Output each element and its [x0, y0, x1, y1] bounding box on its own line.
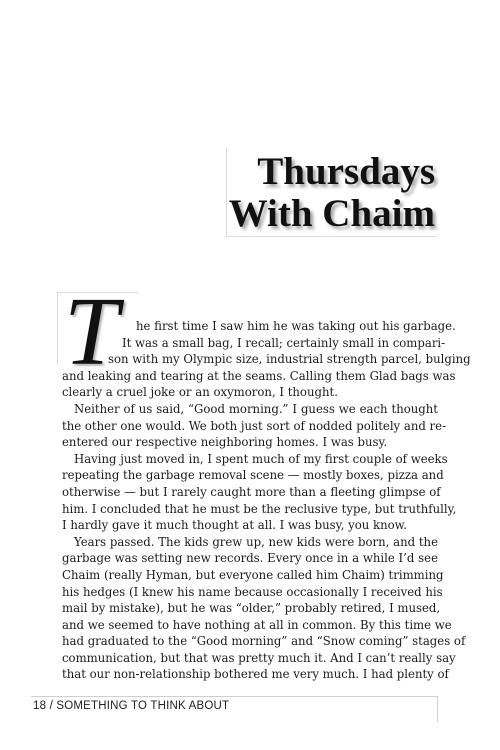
body-text: [62, 318, 471, 683]
text-line: It was a small bag, I recall; certainly small in compari-: [122, 335, 446, 350]
text-line: Years passed. The kids grew up, new kids were born, and the: [74, 534, 438, 549]
text-line: mail by mistake), but he was “older,” probably retired, I mused,: [62, 601, 441, 616]
text-line: had graduated to the “Good morning” and “Snow coming” stages of: [62, 634, 466, 649]
text-line: I hardly gave it much thought at all. I was busy, you know.: [62, 518, 408, 533]
text-line: Having just moved in, I spent much of my first couple of weeks: [74, 451, 448, 466]
text-line: Chaim (really Hyman, but everyone called him Chaim) trimming: [62, 567, 444, 582]
text-line: he first time I saw him he was taking out his garbage.: [136, 319, 456, 333]
text-line: the other one would. We both just sort of nodded politely and re-: [62, 418, 447, 433]
chapter-title-line-2: With Chaim: [228, 192, 435, 235]
text-line: him. I concluded that he must be the reclusive type, but truthfully,: [62, 501, 457, 516]
text-line: communication, but that was pretty much it. And I can’t really say: [62, 650, 456, 665]
chapter-title-line-1: Thursdays: [257, 150, 435, 193]
text-line: that our non-relationship bothered me very much. I had plenty of: [62, 667, 449, 682]
footer-rule: [31, 696, 437, 697]
text-line: Neither of us said, “Good morning.” I guess we each thought: [74, 401, 438, 416]
text-line: his hedges (I knew his name because occasionally I received his: [62, 584, 443, 599]
text-line: otherwise — but I rarely caught more than a fleeting glimpse of: [62, 484, 441, 499]
page-footer: 18 / SOMETHING TO THINK ABOUT: [33, 700, 230, 712]
text-line: entered our respective neighboring homes. I was busy.: [62, 435, 388, 450]
text-line: and we seemed to have nothing at all in common. By this time we: [62, 617, 452, 632]
drop-cap-letter: T: [64, 278, 119, 386]
chapter-title-box: [226, 148, 437, 237]
text-line: clearly a cruel joke or an oxymoron, I thought.: [62, 385, 338, 400]
footer-rule-tick: [437, 696, 438, 722]
text-line: and leaking and tearing at the seams. Calling them Glad bags was: [62, 368, 456, 383]
text-line: repeating the garbage removal scene — mostly boxes, pizza and: [62, 468, 444, 483]
text-line: son with my Olympic size, industrial strength parcel, bulging: [108, 352, 471, 367]
text-line: garbage was setting new records. Every once in a while I’d see: [62, 551, 438, 566]
